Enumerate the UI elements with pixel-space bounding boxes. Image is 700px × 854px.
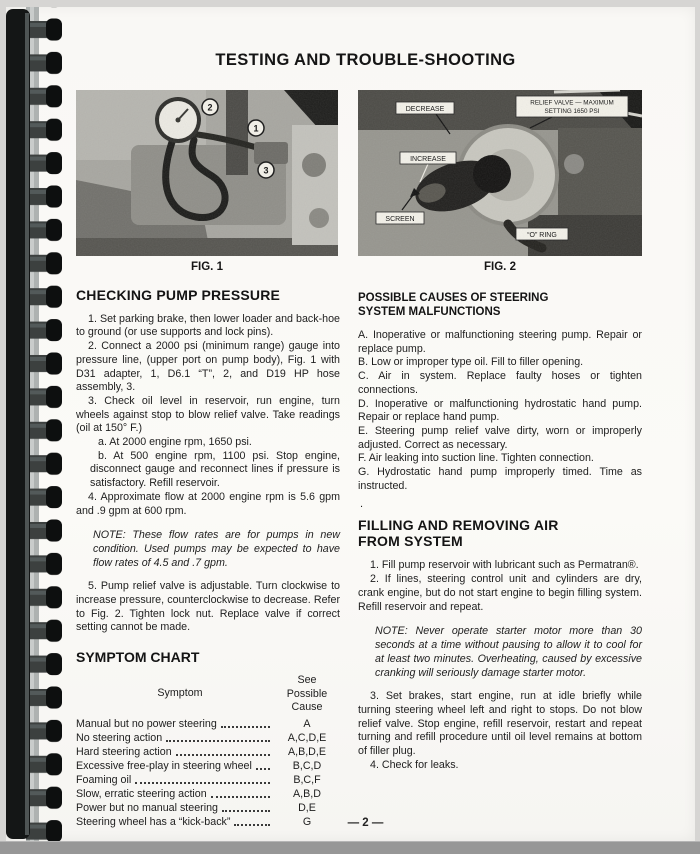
symptom-cell: Power but no manual steering	[76, 801, 218, 814]
right-column	[358, 287, 642, 829]
symptom-cell: Manual but no power steering	[76, 717, 217, 730]
cause-item-f: F. Air leaking into suction line. Tighten connection.	[358, 452, 594, 465]
svg-text:SCREEN: SCREEN	[385, 215, 415, 223]
heading-line: SYSTEM MALFUNCTIONS	[358, 306, 501, 318]
table-row	[76, 745, 340, 759]
dot-leader	[166, 740, 270, 742]
svg-text:DECREASE: DECREASE	[405, 105, 445, 113]
symptom-cell: Hard steering action	[76, 745, 172, 758]
table-row	[76, 759, 340, 773]
cause-column-header	[274, 674, 340, 715]
cause-header-line: Cause	[291, 701, 323, 714]
heading-line: POSSIBLE CAUSES OF STEERING	[358, 292, 549, 304]
note-starter-motor: NOTE: Never operate starter motor more than 30 seconds at a time without pausing to allow it to cool for at least two minutes. Overheating, caused by excessive cranking will seriously damage starter motor.	[375, 625, 642, 680]
symptom-cell: Steering wheel has a “kick-back”	[76, 815, 231, 828]
cause-item-c: C. Air in system. Replace faulty hoses or tighten connections.	[358, 370, 642, 396]
paragraph: 1. Fill pump reservoir with lubricant such as Permatran®.	[370, 559, 639, 572]
symptom-chart-heading: SYMPTOM CHART	[76, 649, 200, 666]
cause-item-b: B. Low or improper type oil. Fill to filler opening.	[358, 356, 584, 369]
symptom-column-header: Symptom	[157, 687, 203, 700]
figure-2	[358, 90, 642, 273]
stray-scan-mark: .	[360, 498, 364, 511]
svg-text:1: 1	[253, 123, 259, 134]
cause-item-g: G. Hydrostatic hand pump improperly timed. Time as instructed.	[358, 466, 642, 492]
symptom-cell: Foaming oil	[76, 773, 132, 786]
fig1-caption: FIG. 1	[191, 261, 223, 273]
sub-step-b: b. At 500 engine rpm, 1100 psi. Stop engine, disconnect gauge and reconnect lines if pressure is satisfactory. Refill reservoir.	[90, 449, 340, 490]
fig2-photo	[358, 90, 642, 256]
fig1-photo	[76, 90, 338, 256]
paragraph: 2. If lines, steering control unit and cylinders are dry, crank engine, but do not start engine to begin filling system. Refill reservoir and repeat.	[358, 573, 642, 613]
dot-leader	[135, 782, 270, 784]
cause-cell: A	[303, 717, 311, 730]
svg-text:“O” RING: “O” RING	[527, 231, 557, 239]
page-title: TESTING AND TROUBLE-SHOOTING	[215, 51, 516, 69]
dot-leader	[256, 768, 270, 770]
dot-leader	[221, 726, 270, 728]
table-row	[76, 773, 340, 787]
scan-bottom-edge	[0, 841, 700, 854]
svg-text:3: 3	[263, 165, 269, 176]
svg-text:INCREASE: INCREASE	[410, 155, 446, 163]
cause-cell: D,E	[298, 801, 316, 814]
figure-1	[76, 90, 338, 273]
filling-removing-air-heading	[358, 517, 642, 549]
table-row	[76, 717, 340, 731]
paragraph: 4. Approximate flow at 2000 engine rpm is 5.6 gpm and .9 gpm at 600 rpm.	[76, 490, 340, 517]
checking-pump-pressure-heading: CHECKING PUMP PRESSURE	[76, 287, 281, 303]
dot-leader	[222, 810, 270, 812]
svg-text:SETTING 1650 PSI: SETTING 1650 PSI	[544, 108, 600, 115]
symptom-cell: No steering action	[76, 731, 163, 744]
cause-cell: A,C,D,E	[287, 731, 327, 744]
left-column	[76, 287, 340, 829]
symptom-chart-header	[76, 674, 340, 715]
paragraph: 2. Connect a 2000 psi (minimum range) gauge into pressure line, (upper port on pump body), Fig. 1 with D31 adapter, 1, D6.1 “T”, 2, and D19 HP hose assembly, 3.	[76, 340, 340, 394]
heading-line: FROM SYSTEM	[358, 533, 463, 550]
cause-cell: A,B,D	[293, 787, 321, 800]
text-columns	[76, 287, 655, 829]
cause-cell: G	[302, 815, 312, 828]
symptom-cell: Excessive free-play in steering wheel	[76, 759, 252, 772]
paragraph: 1. Set parking brake, then lower loader and back-hoe to ground (or use supports and lock pins).	[76, 312, 340, 339]
svg-text:RELIEF VALVE — MAXIMUM: RELIEF VALVE — MAXIMUM	[530, 99, 614, 107]
cause-header-line: Possible	[286, 687, 328, 700]
cause-header-line: See	[297, 674, 317, 687]
cause-item-d: D. Inoperative or malfunctioning hydrostatic hand pump. Repair or replace hand pump.	[358, 397, 642, 424]
comb-binding	[6, 7, 68, 841]
svg-text:2: 2	[207, 102, 213, 113]
symptom-cell: Slow, erratic steering action	[76, 787, 207, 800]
symptom-chart	[76, 674, 340, 829]
cause-cell: B,C,F	[293, 773, 321, 786]
page-number: — 2 —	[347, 817, 384, 829]
figures-row	[76, 90, 655, 273]
note-flow-rates: NOTE: These flow rates are for pumps in new condition. Used pumps may be expected to have flow rates of 4.5 and .7 gpm.	[93, 529, 340, 570]
dot-leader	[211, 796, 270, 798]
cause-item-e: E. Steering pump relief valve dirty, worn or improperly adjusted. Correct as necessary.	[358, 424, 642, 451]
paragraph: 3. Set brakes, start engine, run at idle briefly while turning steering wheel left and right to stops. Do not blow relief valve. Stop engine, refill reservoir, restart and repeat turning and refill procedure until oil level remains at bottom of filler plug.	[358, 690, 642, 758]
table-row	[76, 731, 340, 745]
cause-cell: A,B,D,E	[287, 745, 326, 758]
cause-item-a: A. Inoperative or malfunctioning steering pump. Repair or replace pump.	[358, 329, 642, 355]
paragraph: 3. Check oil level in reservoir, run engine, turn wheels against stop to blow relief valve. Take readings (oil at 150° F.)	[76, 394, 340, 435]
table-row	[76, 801, 340, 815]
heading-line: FILLING AND REMOVING AIR	[358, 517, 559, 534]
cause-cell: B,C,D	[292, 759, 322, 772]
paragraph: 4. Check for leaks.	[370, 758, 459, 771]
page-content	[76, 7, 655, 841]
sub-step-a: a. At 2000 engine rpm, 1650 psi.	[98, 436, 252, 449]
dot-leader	[176, 754, 270, 756]
fig2-caption: FIG. 2	[484, 261, 516, 273]
table-row	[76, 787, 340, 801]
possible-causes-heading	[358, 291, 642, 319]
paragraph: 5. Pump relief valve is adjustable. Turn clockwise to increase pressure, counterclockwise to decrease. Refer to Fig. 2. Tighten lock nut. Replace valve if correct setting cannot be made.	[76, 580, 340, 634]
paper-sheet	[6, 7, 695, 841]
